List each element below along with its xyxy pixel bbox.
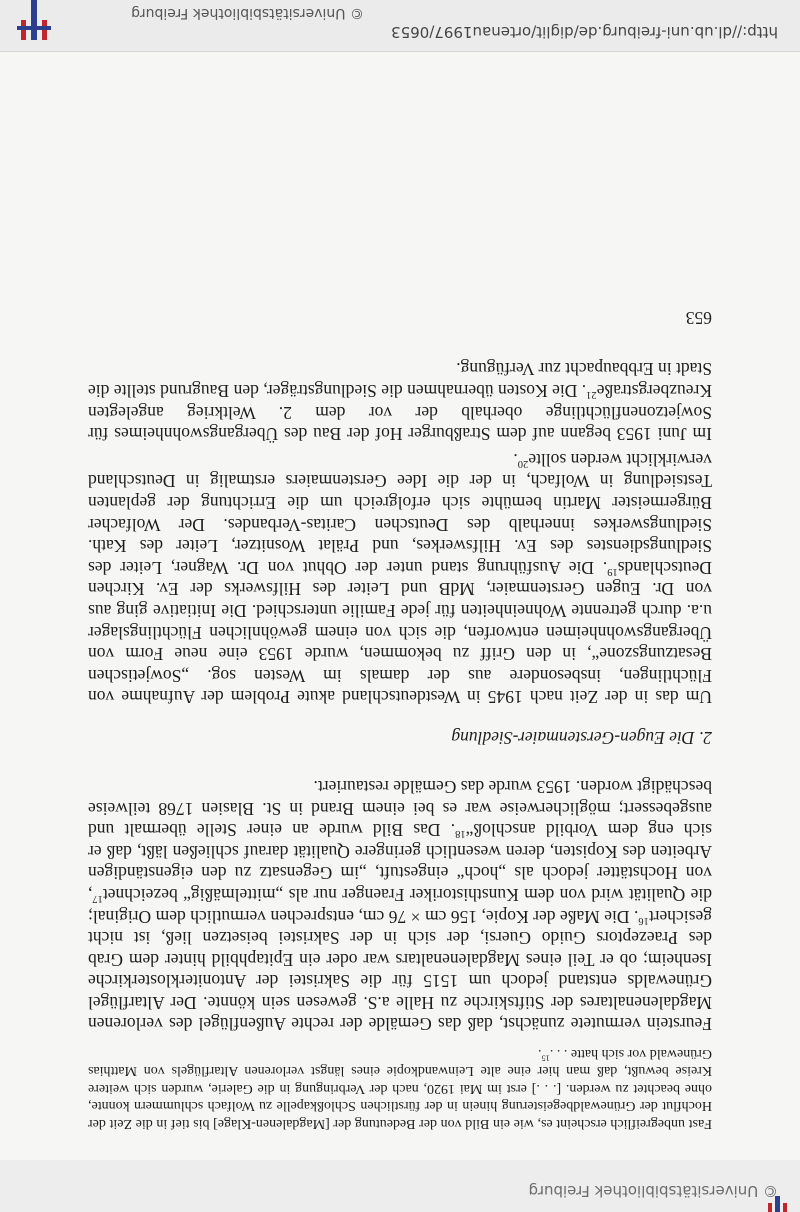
page-number: 653 bbox=[685, 307, 712, 328]
footnote-ref: 21 bbox=[586, 388, 597, 400]
section-heading: 2. Die Eugen-Gerstenmaier-Siedlung bbox=[451, 728, 712, 749]
footnote-line: Fast unbegreiflich erscheint es, wie ein Bild von der Bedeutung der [Magdalenen-Klage] bbox=[213, 1116, 712, 1131]
top-bar bbox=[0, 1159, 800, 1212]
footnote-line: hier eine alte Leinwandkopie eines längst verlorenen Altarflügels von Matthias Grünewald bbox=[88, 1046, 712, 1079]
footnote-line: bis tief in die Zeit der Hochflut der Grünewaldbegeisterung hinein in der fürstlichen bbox=[88, 1098, 712, 1131]
library-logo-icon bbox=[17, 0, 51, 40]
footnote-ref: 16 bbox=[638, 914, 649, 926]
library-credit-bottom: © Universitätsbibliothek Freiburg bbox=[131, 5, 364, 21]
paragraph-altar: Feurstein vermutete zunächst, daß das Gemälde der rechte Außenflügel des verlorenen Magdalenenaltares der Stiftskirche zu Halle a.S. gewesen sein könnte. Der Altarflügel Grünewalds entstand jedoch um 1515 für die Sakristei der Antoniterklosterkirche Isenheim; ob er Teil eines Magdalenenaltars war oder ein Epitaphbild hinter dem Grab des Praezeptors Guido Guersi, der sich in der Sakristei beisetzen ließ, ist nicht gesichert$^{16}$. Die Maße der Kopie, 156 cm × 76 cm, entsprechen vermutlich dem Original; die Qualität wird von dem Kunsthistoriker Fraenger nur als „mittelmäßig“ bezeichnet$^{17}$, von Hochstätter jedoch als „hoch“ eingestuft, „im Gegensatz zu den eigenständigen Arbeiten des Kopisten, deren wesentlich geringere Qualität darauf schließen läßt, daß er sich eng dem Vorbild anschloß“$^{18}$. Das Bild wurde an einer Stelle übermalt und ausgebessert; möglicherweise war es bei einem Brand in St. Blasien 1768 teilweise beschädigt worden. 1953 wurde das Gemälde restauriert. bbox=[87, 776, 712, 1035]
page-content bbox=[88, 307, 712, 1132]
permalink[interactable]: http://dl.ub.uni-freiburg.de/diglit/ortenau1997/0653 bbox=[391, 23, 778, 41]
footnote-line: Schloßkapelle zu Wolfach schlummern konnte, ohne beachtet zu werden. [. . .] erst im Mai bbox=[87, 1081, 712, 1114]
footnote-quote: Fast unbegreiflich erscheint es, wie ein Bild von der Bedeutung der [Magdalenen-Klage] bis tief in die Zeit der Hochflut der Grünewaldbegeisterung hinein in der fürstlichen Schloßkapelle zu Wolfach schlummern konnte, ohne beachtet zu werden. [. . .] erst im Mai 1920, nach der Verbringung in die Galerie, wurden sich weitere Kreise bewußt, daß man hier eine alte Leinwandkopie eines längst verlorenen Altarflügels von Matthias Grünewald vor sich hatte . . .$^{15}$. bbox=[87, 1046, 712, 1131]
footnote-ref: 19 bbox=[607, 565, 618, 577]
footnote-line: vor sich hatte . . . bbox=[549, 1046, 647, 1061]
library-credit-top: © Universitätsbibliothek Freiburg bbox=[528, 1182, 778, 1200]
footnote-line: 1920, nach der Verbringung in die Galerie, wurden sich weitere Kreise bewußt, daß man bbox=[88, 1063, 712, 1096]
footnote-ref: 18 bbox=[455, 827, 466, 839]
footnote-ref: 20 bbox=[517, 457, 529, 469]
footnote-ref: 17 bbox=[92, 892, 103, 904]
paragraph-construction: Im Juni 1953 begann auf dem Straßburger Hof der Bau des Übergangswohnheimes für Sowjetzonenflüchtlinge oberhalb der vor dem 2. Weltkrieg angelegten Kreuzbergstraße$^{21}$. Die Kosten übernahmen die Siedlungsträger, den Baugrund stellte die Stadt in Erbbaupacht zur Verfügung. bbox=[88, 359, 712, 445]
paragraph-settlement: Um das in der Zeit nach 1945 in Westdeutschland akute Problem der Aufnahme von Flüchtlingen, insbesondere aus der damals im Westen sog. „Sowjetischen Besatzungszone“, in den Griff zu bekommen, wurde 1953 eine neue Form von Übergangswohnheimen entworfen, die sich von einem gewöhnlichen Flüchtlingslager u.a. durch getrennte Wohneinheiten für jede Familie unterschied. Die Initiative ging aus von Dr. Eugen Gerstenmaier, MdB und Leiter des Hilfswerks der Ev. Kirchen Deutschlands$^{19}$. Die Ausführung stand unter der Obhut von Dr. Wagner, Leiter des Siedlungsdienstes des Ev. Hilfswerkes, und Prälat Wosnitzer, Leiter des Kath. Siedlungswerkes innerhalb des Deutschen Caritas-Verbandes. Der Wolfacher Bürgermeister Martin bemühte sich erfolgreich um die Errichtung der geplanten Testsiedlung in Wolfach, in der die Idee Gerstenmaiers erstmalig in Deutschland verwirklicht werden sollte$^{20}$. bbox=[88, 449, 712, 708]
bottom-bar bbox=[0, 0, 800, 52]
footnote-ref: 15 bbox=[541, 1053, 550, 1063]
